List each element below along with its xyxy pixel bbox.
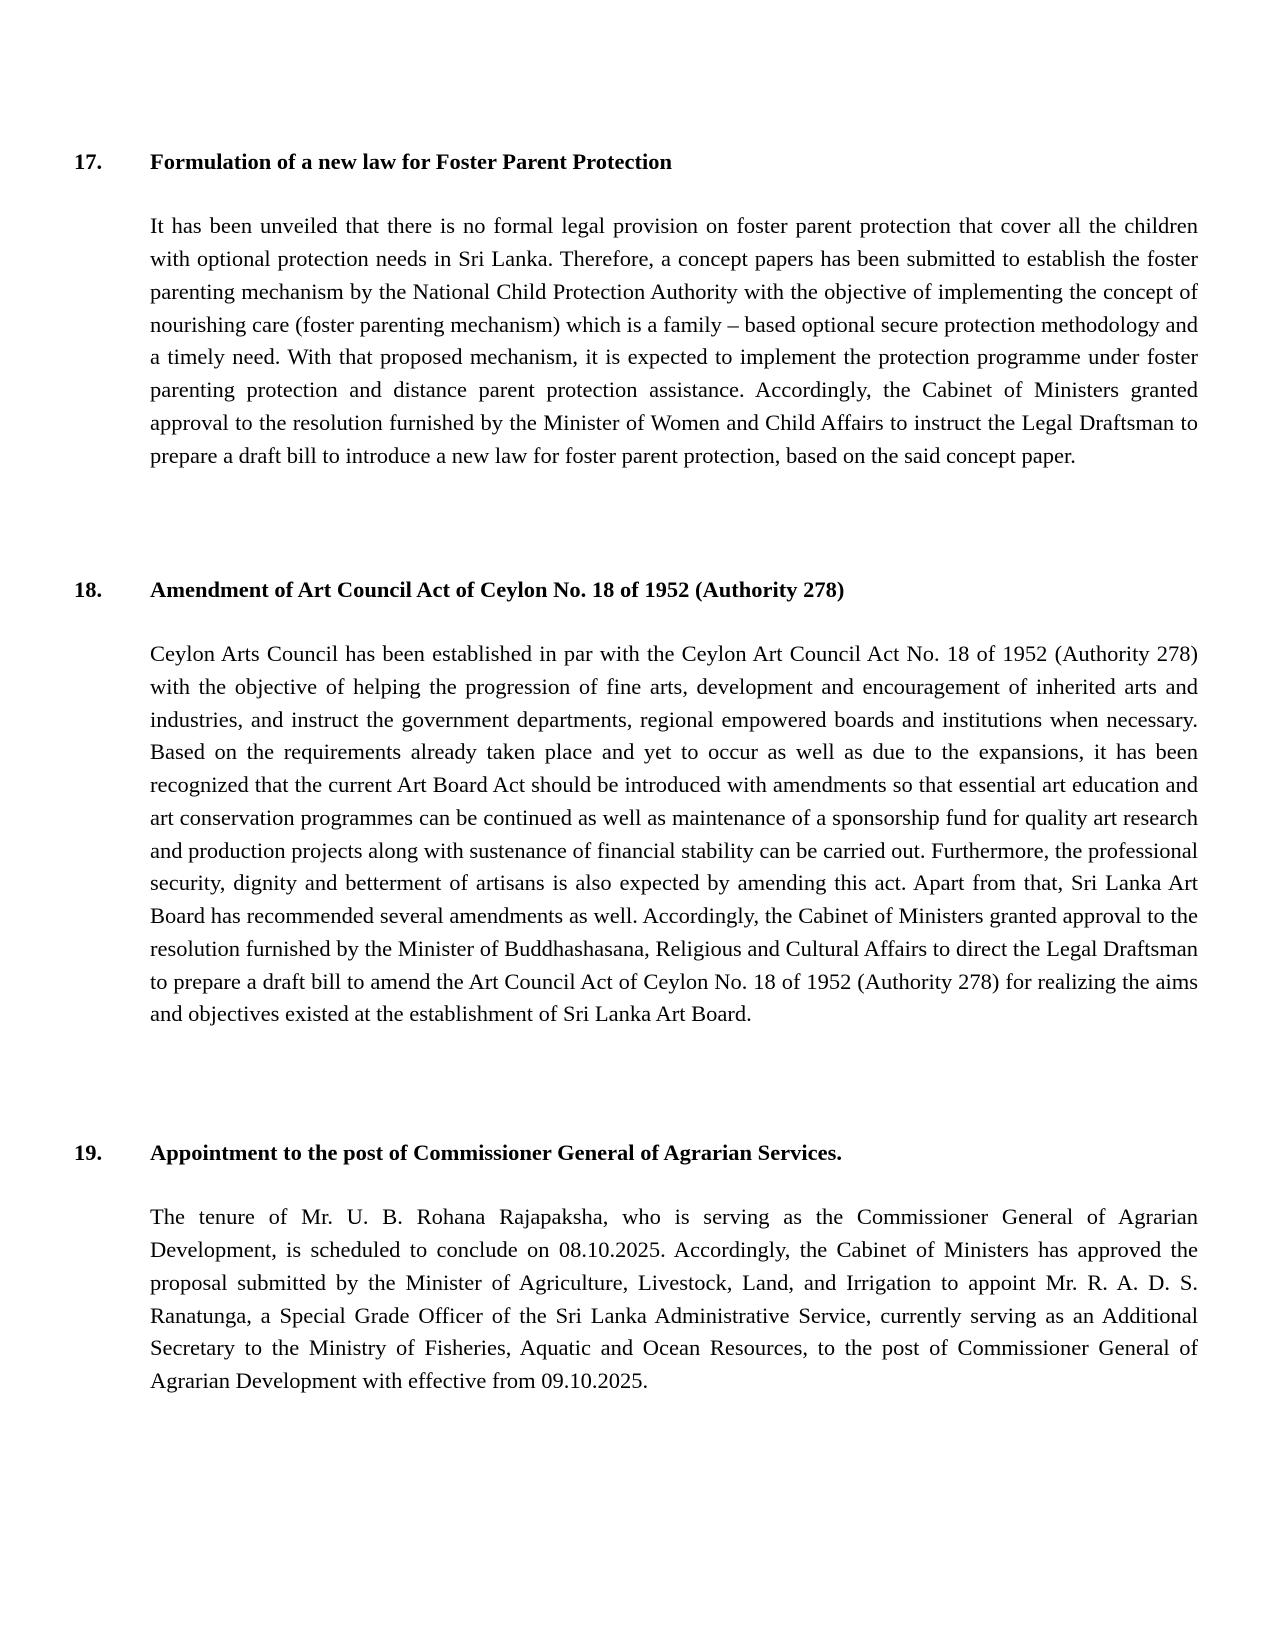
section-number: 18. (74, 577, 103, 602)
section-heading (74, 1138, 1198, 1168)
section-heading (74, 575, 1198, 605)
section-title: Appointment to the post of Commissioner General of Agrarian Services. (150, 1140, 843, 1165)
section-heading (74, 147, 1198, 177)
section-body: It has been unveiled that there is no formal legal provision on foster parent protection that cover all the children with optional protection needs in Sri Lanka. Therefore, a concept papers has been submitted to establish the foster parenting mechanism by the National Child Protection Authority with the objective of implementing the concept of nourishing care (foster parenting mechanism) which is a family – based optional secure protection methodology and a timely need. With that proposed mechanism, it is expected to implement the protection programme under foster parenting protection and distance parent protection assistance. Accordingly, the Cabinet of Ministers granted approval to the resolution furnished by the Minister of Women and Child Affairs to instruct the Legal Draftsman to prepare a draft bill to introduce a new law for foster parent protection, based on the said concept paper. (150, 213, 1198, 468)
section-number: 19. (74, 1140, 103, 1165)
section-body: The tenure of Mr. U. B. Rohana Rajapaksha, who is serving as the Commissioner General of Agrarian Development, is scheduled to conclude on 08.10.2025. Accordingly, the Cabinet of Ministers has approved the proposal submitted by the Minister of Agriculture, Livestock, Land, and Irrigation to appoint Mr. R. A. D. S. Ranatunga, a Special Grade Officer of the Sri Lanka Administrative Service, currently serving as an Additional Secretary to the Ministry of Fisheries, Aquatic and Ocean Resources, to the post of Commissioner General of Agrarian Development with effective from 09.10.2025. (150, 1204, 1198, 1394)
section-18 (74, 575, 1198, 1031)
section-body: Ceylon Arts Council has been established in par with the Ceylon Art Council Act No. 18 of 1952 (Authority 278) with the objective of helping the progression of fine arts, development and encouragement of inherited arts and industries, and instruct the government departments, regional empowered boards and institutions when necessary. Based on the requirements already taken place and yet to occur as well as due to the expansions, it has been recognized that the current Art Board Act should be introduced with amendments so that essential art education and art conservation programmes can be continued as well as maintenance of a sponsorship fund for quality art research and production projects along with sustenance of financial stability can be carried out. Furthermore, the professional security, dignity and betterment of artisans is also expected by amending this act. Apart from that, Sri Lanka Art Board has recommended several amendments as well. Accordingly, the Cabinet of Ministers granted approval to the resolution furnished by the Minister of Buddhashasana, Religious and Cultural Affairs to direct the Legal Draftsman to prepare a draft bill to amend the Art Council Act of Ceylon No. 18 of 1952 (Authority 278) for realizing the aims and objectives existed at the establishment of Sri Lanka Art Board. (150, 641, 1198, 1027)
section-17 (74, 147, 1198, 473)
section-19 (74, 1138, 1198, 1398)
section-title: Formulation of a new law for Foster Parent Protection (150, 149, 672, 174)
section-title: Amendment of Art Council Act of Ceylon No. 18 of 1952 (Authority 278) (150, 577, 845, 602)
section-number: 17. (74, 149, 103, 174)
